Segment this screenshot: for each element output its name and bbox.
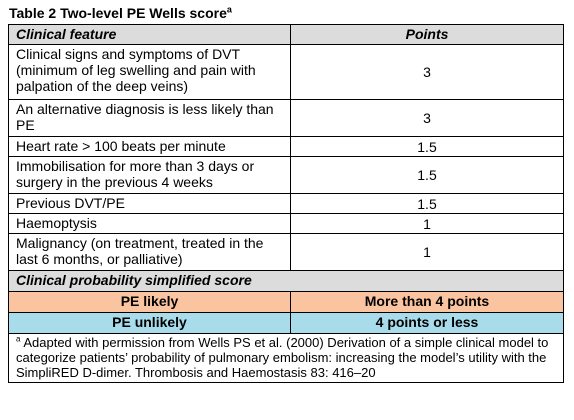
probability-row-likely bbox=[9, 292, 564, 313]
points-cell: 1.5 bbox=[291, 137, 564, 157]
footnote bbox=[9, 334, 564, 383]
footnote-text: Adapted with permission from Wells PS et al. (2000) Derivation of a simple clinical model to categorize patients’ probability of pulmonary embolism: increasing the model’s utility with the SimpliRED D-dimer. Thrombosis and Haemostasis 83: 416–20 bbox=[16, 335, 549, 380]
table-row bbox=[9, 100, 564, 137]
title-footnote-marker: a bbox=[226, 4, 232, 15]
header-row bbox=[9, 25, 564, 45]
table-row bbox=[9, 137, 564, 157]
feature-cell: Previous DVT/PE bbox=[9, 194, 291, 214]
probability-score: 4 points or less bbox=[291, 313, 564, 334]
points-cell: 3 bbox=[291, 45, 564, 100]
table-row bbox=[9, 45, 564, 100]
header-clinical-feature: Clinical feature bbox=[9, 25, 291, 45]
feature-cell: Haemoptysis bbox=[9, 214, 291, 234]
points-cell: 1.5 bbox=[291, 157, 564, 194]
feature-cell: Heart rate > 100 beats per minute bbox=[9, 137, 291, 157]
points-cell: 1 bbox=[291, 214, 564, 234]
probability-score: More than 4 points bbox=[291, 292, 564, 313]
probability-label: PE likely bbox=[9, 292, 291, 313]
feature-cell: Malignancy (on treatment, treated in the last 6 months, or palliative) bbox=[9, 234, 291, 271]
section-header: Clinical probability simplified score bbox=[9, 271, 564, 292]
table-row bbox=[9, 194, 564, 214]
feature-cell: Clinical signs and symptoms of DVT (minimum of leg swelling and pain with palpation of the deep veins) bbox=[9, 45, 291, 100]
points-cell: 1 bbox=[291, 234, 564, 271]
feature-cell: Immobilisation for more than 3 days or surgery in the previous 4 weeks bbox=[9, 157, 291, 194]
table-row bbox=[9, 214, 564, 234]
table-title-text: Table 2 Two-level PE Wells score bbox=[9, 5, 227, 21]
footnote-marker: a bbox=[16, 334, 21, 344]
header-points: Points bbox=[291, 25, 564, 45]
section-header-row bbox=[9, 271, 564, 292]
points-cell: 3 bbox=[291, 100, 564, 137]
points-cell: 1.5 bbox=[291, 194, 564, 214]
feature-cell: An alternative diagnosis is less likely than PE bbox=[9, 100, 291, 137]
footnote-row bbox=[9, 334, 564, 383]
table-row bbox=[9, 157, 564, 194]
probability-label: PE unlikely bbox=[9, 313, 291, 334]
table-row bbox=[9, 234, 564, 271]
table-title bbox=[9, 5, 232, 21]
probability-row-unlikely bbox=[9, 313, 564, 334]
wells-score-table bbox=[8, 24, 564, 383]
